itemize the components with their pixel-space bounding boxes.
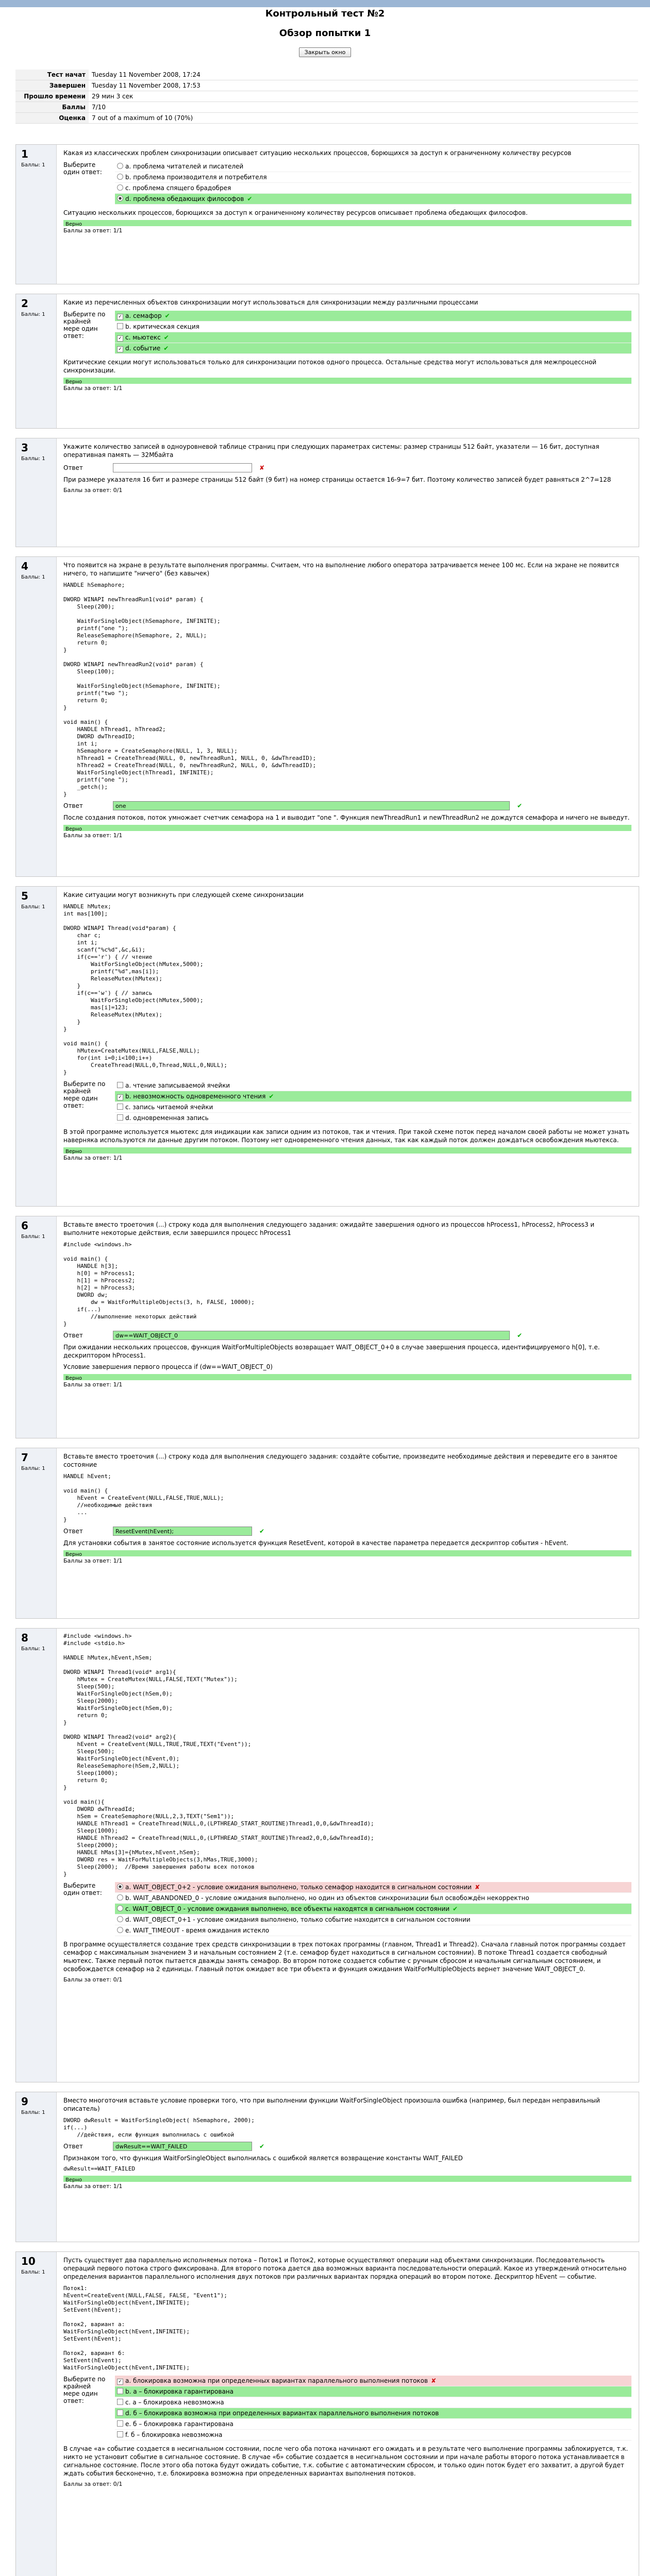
question-info bbox=[16, 1216, 57, 1438]
question-grade: Баллы: 1 bbox=[21, 1646, 45, 1652]
question-content bbox=[63, 2256, 631, 2487]
question-text: Укажите количество записей в одноуровневой таблице страниц при следующих параметрах системы: размер страницы 512 байт, указатели — 16 бит, доступная оперативная память — 32Мбайта bbox=[63, 443, 599, 459]
option-text: б – блокировка возможна при определенных вариантах параллельного выполнения потоков bbox=[133, 2410, 439, 2417]
option-letter: d. bbox=[125, 1114, 131, 1122]
option-letter: a. bbox=[125, 2377, 131, 2384]
option-text: проблема обедающих философов bbox=[133, 195, 244, 202]
marks: Баллы за ответ: 0/1 bbox=[63, 2481, 123, 2487]
correct-indicator bbox=[63, 378, 631, 384]
option-letter: c. bbox=[125, 2399, 131, 2406]
question-text: Какие ситуации могут возникнуть при следующей схеме синхронизации bbox=[63, 891, 304, 899]
question-3 bbox=[15, 438, 639, 547]
correct-indicator bbox=[63, 1550, 631, 1556]
check-icon: ✔ bbox=[164, 312, 170, 319]
radio-button[interactable] bbox=[117, 1916, 123, 1922]
cross-icon: ✘ bbox=[474, 1884, 480, 1891]
question-content bbox=[63, 1633, 631, 1983]
answer-option-correct[interactable] bbox=[115, 2386, 631, 2397]
answer-option[interactable] bbox=[115, 1893, 631, 1904]
answer-options bbox=[115, 1882, 631, 1936]
question-number: 6 bbox=[21, 1219, 28, 1232]
question-content bbox=[63, 298, 631, 392]
option-letter: d. bbox=[125, 1916, 131, 1923]
marks: Баллы за ответ: 1/1 bbox=[63, 2183, 123, 2190]
feedback: После создания потоков, поток умножает счетчик семафора на 1 и выводит "one ". Функция newThreadRun1 и newThreadRun2 не дождутся семафора и ничего не выведут. bbox=[63, 814, 630, 821]
answer-label: Выберите по крайней мере один ответ: bbox=[63, 1080, 106, 1109]
checkbox[interactable] bbox=[117, 323, 123, 329]
question-grade: Баллы: 1 bbox=[21, 2110, 45, 2115]
feedback: В этой программе используется мьютекс для индикации как записи одним из потоков, так и чтения. При такой схеме поток перед началом своей работы не может узнать наверняка используются ли данные другим потоком. Поэтому нет одновременного чтения данных, так как каждый поток должен дождаться освобождения мьютекса. bbox=[63, 1128, 629, 1144]
question-grade: Баллы: 1 bbox=[21, 456, 45, 462]
close-window-button[interactable]: Закрыть окно bbox=[299, 47, 352, 57]
answer-input[interactable]: dwResult==WAIT_FAILED bbox=[113, 2142, 252, 2151]
answer-option[interactable] bbox=[115, 1102, 631, 1113]
answer-input[interactable]: one bbox=[113, 801, 510, 810]
summary-key: Оценка bbox=[15, 113, 89, 124]
question-content bbox=[63, 891, 631, 1161]
question-info bbox=[16, 887, 57, 1206]
summary-key: Завершен bbox=[15, 80, 89, 91]
answer-option[interactable] bbox=[115, 1914, 631, 1925]
check-icon: ✔ bbox=[453, 1905, 458, 1912]
correct-label: Верно bbox=[65, 826, 82, 832]
summary-value: 7 out of a maximum of 10 (70%) bbox=[89, 113, 638, 124]
question-number: 10 bbox=[21, 2255, 36, 2267]
check-icon: ✔ bbox=[269, 1093, 274, 1100]
checkbox[interactable] bbox=[117, 2420, 123, 2427]
question-content bbox=[63, 1452, 631, 1564]
answer-input[interactable]: ResetEvent(hEvent); bbox=[113, 1527, 252, 1536]
summary-key: Тест начат bbox=[15, 70, 89, 80]
checkbox[interactable]: ✓ bbox=[117, 346, 123, 352]
correct-indicator bbox=[63, 825, 631, 831]
option-letter: c. bbox=[125, 334, 131, 341]
answer-option-correct[interactable] bbox=[115, 343, 631, 354]
answer-prompt: Ответ bbox=[63, 802, 83, 809]
question-grade: Баллы: 1 bbox=[21, 2269, 45, 2275]
checkbox[interactable] bbox=[117, 2388, 123, 2394]
option-letter: b. bbox=[125, 1093, 131, 1100]
option-text: а – блокировка гарантирована bbox=[133, 2388, 234, 2395]
question-content bbox=[63, 443, 631, 494]
check-icon: ✔ bbox=[163, 334, 169, 341]
question-info bbox=[16, 1448, 57, 1618]
question-number: 7 bbox=[21, 1451, 28, 1464]
question-number: 8 bbox=[21, 1632, 28, 1644]
course-title: Контрольный тест №2 bbox=[265, 8, 385, 19]
radio-button[interactable] bbox=[117, 184, 123, 191]
marks: Баллы за ответ: 1/1 bbox=[63, 832, 123, 839]
question-text: Вместо многоточия вставьте условие проверки того, что при выполнении функции WaitForSingleObject произошла ошибка (например, был передан неправильный описатель) bbox=[63, 2097, 600, 2112]
code-listing: #include <windows.h> void main() { HANDLE h[3]; h[0] = hProcess1; h[1] = hProcess2; h[2] = hProcess3; DWORD dw; dw = WaitForMultipleObjects(3, h, FALSE, 10000); if(...) //выполнение некоторых действий } bbox=[63, 1241, 255, 1327]
radio-button[interactable] bbox=[117, 1894, 123, 1901]
option-letter: c. bbox=[125, 1104, 131, 1111]
option-letter: a. bbox=[125, 1082, 131, 1089]
checkbox[interactable]: ✓ bbox=[117, 1094, 123, 1100]
checkbox[interactable] bbox=[117, 2431, 123, 2437]
code-listing: HANDLE hSemaphore; DWORD WINAPI newThreadRun1(void* param) { Sleep(200); WaitForSingleObject(hSemaphore, INFINITE); printf("one "); ReleaseSemaphore(hSemaphore, 2, NULL); return 0; } DWORD WINAPI newThreadRun2(void* param) { Sleep(100); WaitForSingleObject(hSemaphore, INFINITE); printf("two "); return 0; } void main() { HANDLE hThread1, hThread2; DWORD dwThreadID; int i; hSemaphore = CreateSemaphore(NULL, 1, 3, NULL); hThread1 = CreateThread(NULL, 0, newThreadRun1, NULL, 0, &dwThreadID); hThread2 = CreateThread(NULL, 0, newThreadRun2, NULL, 0, &dwThreadID); WaitForSingleObject(hThread1, INFINITE); printf("one "); _getch(); } bbox=[63, 582, 316, 798]
summary-key: Баллы bbox=[15, 102, 89, 113]
answer-option[interactable] bbox=[115, 2430, 631, 2441]
option-text: проблема читателей и писателей bbox=[133, 163, 244, 170]
question-number: 4 bbox=[21, 560, 28, 572]
question-info bbox=[16, 2092, 57, 2242]
option-letter: c. bbox=[125, 184, 131, 192]
top-bar bbox=[0, 0, 650, 7]
feedback: При размере указателя 16 бит и размере страницы 512 байт (9 бит) на номер страницы остается 16-9=7 бит. Поэтому количество записей будет равняться 2^7=128 bbox=[63, 476, 611, 483]
answer-option[interactable] bbox=[115, 321, 631, 332]
answer-label: Выберите по крайней мере один ответ: bbox=[63, 2376, 106, 2404]
answer-row bbox=[63, 801, 631, 810]
question-info bbox=[16, 557, 57, 876]
summary-row bbox=[15, 102, 638, 113]
check-icon: ✔ bbox=[517, 802, 523, 809]
option-text: мьютекс bbox=[132, 334, 161, 341]
cross-icon: ✘ bbox=[259, 464, 265, 471]
answer-block bbox=[63, 1882, 631, 1936]
checkbox[interactable] bbox=[117, 1114, 123, 1121]
option-text: WAIT_ABANDONED_0 - условие ожидания выполнено, но один из объектов синхронизации был освобождён некорректно bbox=[133, 1894, 529, 1902]
option-letter: a. bbox=[125, 1884, 131, 1891]
feedback: Критические секции могут использоваться только для синхронизации потоков одного процесса. Остальные средства могут использоваться для межпроцессной синхронизации. bbox=[63, 359, 597, 374]
option-text: чтение записываемой ячейки bbox=[133, 1082, 230, 1089]
question-content bbox=[63, 2096, 631, 2190]
question-5 bbox=[15, 886, 639, 1207]
answer-label: Выберите один ответ: bbox=[63, 1882, 102, 1896]
question-9 bbox=[15, 2092, 639, 2242]
answer-block bbox=[63, 311, 631, 354]
radio-button[interactable] bbox=[117, 163, 123, 169]
option-text: невозможность одновременного чтения bbox=[133, 1093, 266, 1100]
option-letter: b. bbox=[125, 2388, 131, 2395]
question-grade: Баллы: 1 bbox=[21, 162, 45, 168]
radio-button[interactable] bbox=[117, 195, 123, 201]
marks: Баллы за ответ: 1/1 bbox=[63, 1155, 123, 1161]
summary-row bbox=[15, 80, 638, 91]
option-text: критическая секция bbox=[133, 323, 199, 330]
answer-prompt: Ответ bbox=[63, 464, 83, 471]
option-letter: a. bbox=[125, 312, 131, 319]
answer-option-correct[interactable] bbox=[115, 1091, 631, 1102]
question-10 bbox=[15, 2251, 639, 2576]
summary-value: 7/10 bbox=[89, 102, 638, 113]
question-text: Какая из классических проблем синхронизации описывает ситуацию нескольких процессов, борющихся за доступ к ограниченному количеству ресурсов bbox=[63, 149, 572, 157]
option-text: одновременная запись bbox=[133, 1114, 209, 1122]
correct-label: Верно bbox=[65, 379, 82, 385]
answer-label: Выберите один ответ: bbox=[63, 161, 102, 176]
question-text: Вставьте вместо троеточия (...) строку кода для выполнения следующего задания: ожидайте завершения одного из процессов hProcess1, hProcess2, hProcess3 и выполните некоторые действия, если завершился процесс hProcess1 bbox=[63, 1221, 595, 1236]
checkbox[interactable] bbox=[117, 1082, 123, 1088]
check-icon: ✔ bbox=[259, 1528, 265, 1535]
option-text: блокировка возможна при определенных вариантах параллельного выполнения потоков bbox=[133, 2377, 428, 2384]
correct-indicator bbox=[63, 1374, 631, 1380]
question-8 bbox=[15, 1628, 639, 2082]
option-letter: b. bbox=[125, 174, 131, 181]
answer-option-correct[interactable] bbox=[115, 311, 631, 321]
option-text: проблема производителя и потребителя bbox=[133, 174, 267, 181]
summary-row bbox=[15, 113, 638, 124]
question-number: 9 bbox=[21, 2095, 28, 2108]
option-text: запись читаемой ячейки bbox=[132, 1104, 213, 1111]
question-7 bbox=[15, 1448, 639, 1619]
answer-options bbox=[115, 161, 631, 205]
feedback: Ситуацию нескольких процессов, борющихся за доступ к ограниченному количеству ресурсов описывает проблема обедающих философов. bbox=[63, 209, 528, 216]
question-1 bbox=[15, 144, 639, 284]
option-text: проблема спящего брадобрея bbox=[132, 184, 231, 192]
code-listing: HANDLE hEvent; void main() { hEvent = CreateEvent(NULL,FALSE,TRUE,NULL); //необходимые действия ... } bbox=[63, 1473, 224, 1523]
question-grade: Баллы: 1 bbox=[21, 1466, 45, 1471]
attempt-summary bbox=[15, 70, 638, 124]
answer-input[interactable] bbox=[113, 463, 252, 472]
feedback: При ожидании нескольких процессов, функция WaitForMultipleObjects возвращает WAIT_OBJECT_0+0 в случае завершения процесса, идентифицируемого h[0], т.е. дескриптором hProcess1. bbox=[63, 1344, 600, 1359]
feedback: Признаком того, что функция WaitForSingleObject выполнилась с ошибкой является возвращение константы WAIT_FAILED bbox=[63, 2155, 463, 2162]
answer-option-correct[interactable] bbox=[115, 194, 631, 205]
code-listing: HANDLE hMutex; int mas[100]; DWORD WINAPI Thread(void*param) { char c; int i; scanf("%c%d",&c,&i); if(c=='r') { // чтение WaitForSingleObject(hMutex,5000); printf("%d",mas[i]); ReleaseMutex(hMutex); } if(c=='w') { // запись WaitForSingleObject(hMutex,5000); mas[i]=123; ReleaseMutex(hMutex); } } void main() { hMutex=CreateMutex(NULL,FALSE,NULL); for(int i=0;i<100;i++) CreateThread(NULL,0,Thread,NULL,0,NULL); } bbox=[63, 903, 227, 1076]
marks: Баллы за ответ: 0/1 bbox=[63, 1976, 123, 1983]
check-icon: ✔ bbox=[517, 1332, 523, 1339]
option-letter: a. bbox=[125, 163, 131, 170]
code-listing: Поток1: hEvent=CreateEvent(NULL,FALSE, FALSE, "Event1"); WaitForSingleObject(hEvent,INFINITE); SetEvent(hEvent); Поток2, вариант а: WaitForSingleObject(hEvent,INFINITE); SetEvent(hEvent); Поток2, вариант б: SetEvent(hEvent); WaitForSingleObject(hEvent,INFINITE); bbox=[63, 2285, 227, 2371]
correct-indicator bbox=[63, 220, 631, 226]
answer-options bbox=[115, 2376, 631, 2441]
marks: Баллы за ответ: 1/1 bbox=[63, 227, 123, 234]
question-text: Какие из перечисленных объектов синхронизации могут использоваться для синхронизации между различными процессами bbox=[63, 299, 478, 306]
question-number: 1 bbox=[21, 148, 28, 160]
summary-value: Tuesday 11 November 2008, 17:53 bbox=[89, 80, 638, 91]
option-text: WAIT_OBJECT_0+1 - условие ожидания выполнено, только событие находится в сигнальном состоянии bbox=[133, 1916, 471, 1923]
answer-option[interactable] bbox=[115, 2419, 631, 2430]
summary-value: Tuesday 11 November 2008, 17:24 bbox=[89, 70, 638, 80]
cross-icon: ✘ bbox=[431, 2377, 437, 2384]
marks: Баллы за ответ: 1/1 bbox=[63, 385, 123, 392]
radio-button[interactable] bbox=[117, 174, 123, 180]
marks: Баллы за ответ: 1/1 bbox=[63, 1381, 123, 1388]
question-text: Что появится на экране в результате выполнения программы. Считаем, что на выполнение любого оператора затрачивается менее 100 мс. Если на экране не появится ничего, то напишите "ничего" (без кавычек) bbox=[63, 562, 619, 577]
answer-option[interactable] bbox=[115, 1925, 631, 1936]
answer-prompt: Ответ bbox=[63, 1528, 83, 1535]
option-letter: d. bbox=[125, 2410, 131, 2417]
question-content bbox=[63, 149, 631, 234]
summary-row bbox=[15, 91, 638, 102]
checkbox[interactable]: ✓ bbox=[117, 335, 123, 342]
option-text: семафор bbox=[133, 312, 162, 319]
option-letter: e. bbox=[125, 2420, 131, 2428]
checkbox[interactable] bbox=[117, 2410, 123, 2416]
check-icon: ✔ bbox=[247, 195, 253, 202]
option-text: событие bbox=[133, 345, 161, 352]
question-info bbox=[16, 438, 57, 547]
correct-label: Верно bbox=[65, 2177, 82, 2183]
check-icon: ✔ bbox=[259, 2143, 265, 2150]
marks: Баллы за ответ: 1/1 bbox=[63, 1557, 123, 1564]
option-letter: e. bbox=[125, 1927, 131, 1934]
answer-options bbox=[115, 311, 631, 354]
option-text: а – блокировка невозможна bbox=[132, 2399, 224, 2406]
question-number: 3 bbox=[21, 442, 28, 454]
answer-label: Выберите по крайней мере один ответ: bbox=[63, 311, 106, 340]
feedback: В случае «а» событие создается в несигнальном состоянии, после чего оба потока начинают его ожидать и в результате чего выполнение программы заблокируется, т.к. никто не установит событие в сигнальное состояние. В случае «б» событие создается в несигнальном состоянии и при начале работы второго потока устанавливается в сигнальное состояние. После этого оба потока будут ожидать событие, т.к. событие с автоматическим сбросом, и только один поток будет его захватит, а другой будет ждать события бесконечно, т.е. блокировка возможна при определенных вариантах выполнения потоков. bbox=[63, 2445, 628, 2477]
answer-block bbox=[63, 161, 631, 205]
question-2 bbox=[15, 294, 639, 429]
correct-label: Верно bbox=[65, 1376, 82, 1381]
question-text: Пусть существует два параллельно исполняемых потока – Поток1 и Поток2, которые осуществляют операции над объектами синхронизации. Последовательность операций первого потока строго фиксирована. Для второго потока дается два возможных варианта последовательности операций. Какое из утверждений относительно определения вариантов параллельного исполнения двух потоков при различных вариантах порядка операций во втором потоке. Дескриптор hEvent — событие. bbox=[63, 2257, 627, 2280]
check-icon: ✔ bbox=[163, 345, 169, 352]
option-letter: b. bbox=[125, 323, 131, 330]
answer-option[interactable] bbox=[115, 1080, 631, 1091]
finish-review-top bbox=[0, 47, 650, 57]
option-text: WAIT_OBJECT_0+2 - условие ожидания выполнено, только семафор находится в сигнальном состоянии bbox=[133, 1884, 472, 1891]
question-info bbox=[16, 2252, 57, 2576]
answer-option[interactable] bbox=[115, 2397, 631, 2408]
option-text: WAIT_OBJECT_0 - условие ожидания выполнено, все объекты находятся в сигнальном состоянии bbox=[132, 1905, 450, 1912]
radio-button[interactable] bbox=[117, 1905, 123, 1911]
answer-option-correct[interactable] bbox=[115, 332, 631, 343]
answer-option-correct[interactable] bbox=[115, 1904, 631, 1914]
summary-value: 29 мин 3 сек bbox=[89, 91, 638, 102]
option-letter: f. bbox=[125, 2431, 129, 2438]
question-grade: Баллы: 1 bbox=[21, 1234, 45, 1240]
correct-indicator bbox=[63, 2176, 631, 2182]
option-letter: b. bbox=[125, 1894, 131, 1902]
option-letter: d. bbox=[125, 195, 131, 202]
question-info bbox=[16, 1629, 57, 2082]
feedback: Для установки события в занятое состояние используется функция ResetEvent, которой в качестве параметра передается дескриптор события - hEvent. bbox=[63, 1539, 569, 1547]
option-letter: c. bbox=[125, 1905, 131, 1912]
answer-block bbox=[63, 1080, 631, 1124]
feedback: В программе осуществляется создание трех средств синхронизации в трех потоках программы (главном, Thread1 и Thread2). Сначала главный поток программы создает семафор с максимальным значением 3 и начальным состоянием 2 (т.е. семафор будет находиться в сигнальном состоянии). В потоке Thread1 создается свободный мьютекс. Также первый поток пытается дважды занять семафор. Во втором потоке создается событие с ручным сбросом и начальным сигнальным состоянием, и освобождается семафор на 2 единицы. Главный поток ожидает все три объекта и функция ожидания WaitForMultipleObjects вернет значение WAIT_OBJECT_0. bbox=[63, 1941, 626, 1973]
answer-row bbox=[63, 2142, 631, 2151]
question-number: 2 bbox=[21, 297, 28, 310]
checkbox[interactable] bbox=[117, 2399, 123, 2405]
marks: Баллы за ответ: 0/1 bbox=[63, 487, 123, 494]
correct-label: Верно bbox=[65, 1552, 82, 1557]
summary-key: Прошло времени bbox=[15, 91, 89, 102]
question-content bbox=[63, 561, 631, 839]
correct-label: Верно bbox=[65, 222, 82, 227]
answer-option-wrong[interactable] bbox=[115, 1882, 631, 1893]
answer-input[interactable]: dw==WAIT_OBJECT_0 bbox=[113, 1331, 510, 1340]
answer-options bbox=[115, 1080, 631, 1124]
option-letter: d. bbox=[125, 345, 131, 352]
answer-option[interactable] bbox=[115, 183, 631, 194]
option-text: б – блокировка невозможна bbox=[131, 2431, 223, 2438]
radio-button[interactable] bbox=[117, 1927, 123, 1933]
question-4 bbox=[15, 556, 639, 877]
question-info bbox=[16, 294, 57, 428]
answer-option[interactable] bbox=[115, 161, 631, 172]
option-text: б – блокировка гарантирована bbox=[133, 2420, 234, 2428]
answer-option-wrong[interactable] bbox=[115, 2376, 631, 2386]
option-text: WAIT_TIMEOUT - время ожидания истекло bbox=[133, 1927, 270, 1934]
answer-block bbox=[63, 2376, 631, 2441]
checkbox[interactable] bbox=[117, 1104, 123, 1110]
review-title: Обзор попытки 1 bbox=[279, 28, 371, 39]
answer-row bbox=[63, 463, 631, 472]
checkbox[interactable]: ✓ bbox=[117, 314, 123, 320]
code-listing: #include <windows.h> #include <stdio.h> HANDLE hMutex,hEvent,hSem; DWORD WINAPI Thread1(void* arg1){ hMutex = CreateMutex(NULL,FALSE,TEXT("Mutex")); Sleep(500); WaitForSingleObject(hSem,0); Sleep(2000); WaitForSingleObject(hSem,0); return 0; } DWORD WINAPI Thread2(void* arg2){ hEvent = CreateEvent(NULL,TRUE,TRUE,TEXT("Event")); Sleep(500); WaitForSingleObject(hEvent,0); ReleaseSemaphore(hSem,2,NULL); Sleep(1000); return 0; } void main(){ DWORD dwThreadId; hSem = CreateSemaphore(NULL,2,3,TEXT("Sem1")); HANDLE hThread1 = CreateThread(NULL,0,(LPTHREAD_START_ROUTINE)Thread1,0,0,&dwThreadId); Sleep(1000); HANDLE hThread2 = CreateThread(NULL,0,(LPTHREAD_START_ROUTINE)Thread2,0,0,&dwThreadId); Sleep(2000); HANDLE hMas[3]={hMutex,hEvent,hSem}; DWORD res = WaitForMultipleObjects(3,hMas,TRUE,3000); Sleep(2000); //Время завершения работы всех потоков } bbox=[63, 1633, 374, 1877]
question-content bbox=[63, 1221, 631, 1388]
question-number: 5 bbox=[21, 890, 28, 902]
radio-button[interactable] bbox=[117, 1884, 123, 1890]
answer-option[interactable] bbox=[115, 172, 631, 183]
answer-row bbox=[63, 1527, 631, 1536]
feedback-secondary: Условие завершения первого процесса if (dw==WAIT_OBJECT_0) bbox=[63, 1363, 273, 1370]
answer-prompt: Ответ bbox=[63, 2143, 83, 2150]
question-6 bbox=[15, 1216, 639, 1438]
correct-label: Верно bbox=[65, 1149, 82, 1155]
question-text: Вставьте вместо троеточия (...) строку кода для выполнения следующего задания: создайте событие, произведите необходимые действия и переведите его в занятое состояние bbox=[63, 1453, 618, 1468]
question-grade: Баллы: 1 bbox=[21, 312, 45, 317]
answer-option[interactable] bbox=[115, 1113, 631, 1124]
summary-row bbox=[15, 70, 638, 80]
question-grade: Баллы: 1 bbox=[21, 904, 45, 910]
question-info bbox=[16, 145, 57, 284]
feedback-code: dwResult==WAIT_FAILED bbox=[63, 2165, 136, 2172]
code-listing: DWORD dwResult = WaitForSingleObject( hSemaphore, 2000); if(...) //действия, если функция выполнилась с ошибкой bbox=[63, 2117, 255, 2138]
correct-indicator bbox=[63, 1147, 631, 1154]
answer-option-correct[interactable] bbox=[115, 2408, 631, 2419]
checkbox[interactable]: ✓ bbox=[117, 2379, 123, 2385]
question-grade: Баллы: 1 bbox=[21, 574, 45, 580]
answer-prompt: Ответ bbox=[63, 1332, 83, 1339]
answer-row bbox=[63, 1331, 631, 1340]
